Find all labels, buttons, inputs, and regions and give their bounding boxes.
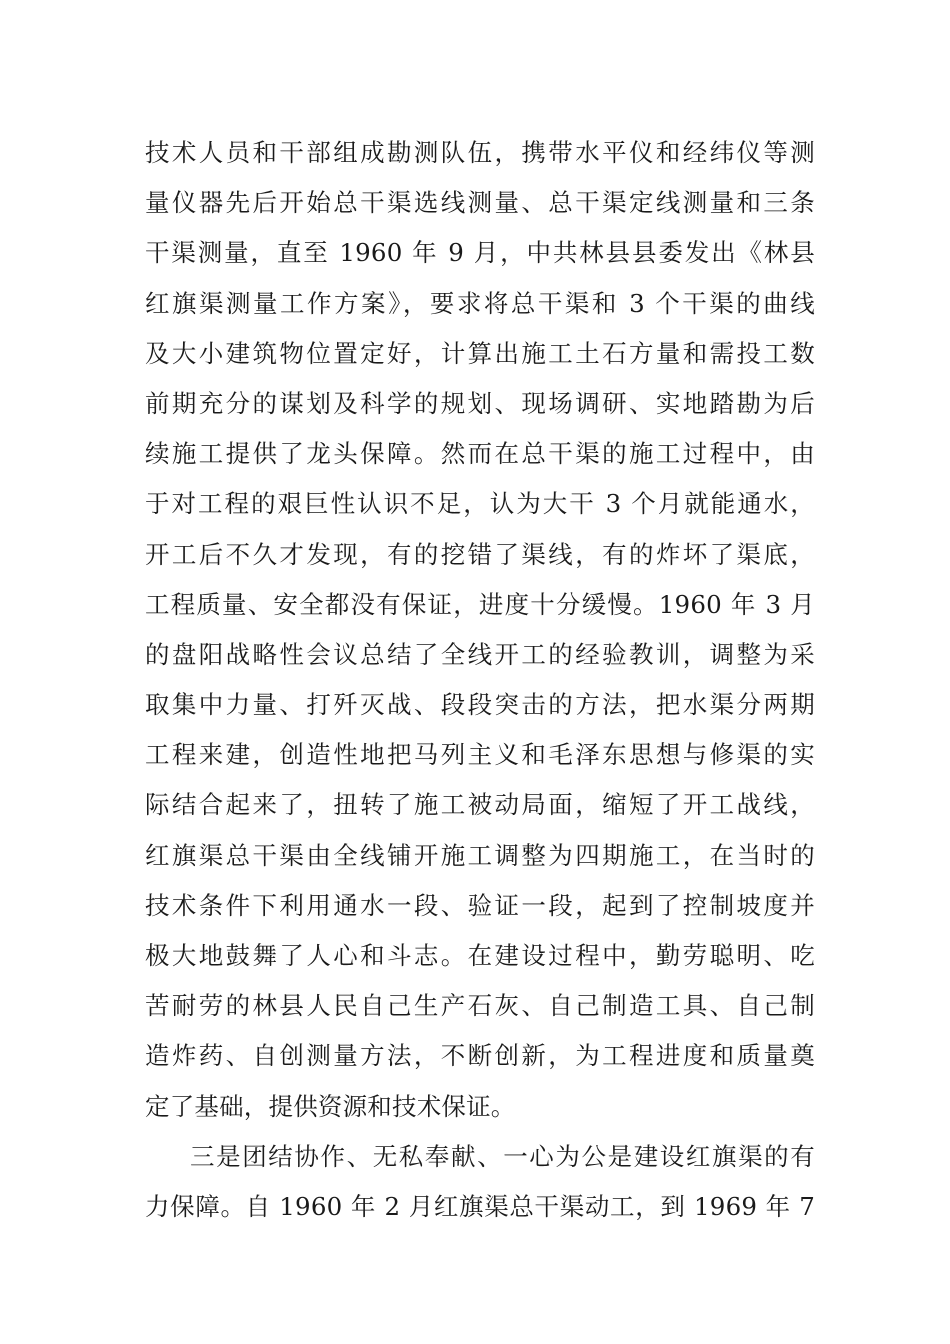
text-line: 于对工程的艰巨性认识不足，认为大干 3 个月就能通水， — [145, 489, 815, 519]
text-line: 开工后不久才发现，有的挖错了渠线，有的炸坏了渠底， — [145, 539, 815, 569]
text-line: 前期充分的谋划及科学的规划、现场调研、实地踏勘为后 — [145, 388, 815, 418]
text-line: 苦耐劳的林县人民自己生产石灰、自己制造工具、自己制 — [145, 991, 815, 1021]
text-line: 红旗渠总干渠由全线铺开施工调整为四期施工，在当时的 — [145, 840, 815, 870]
text-line: 力保障。自 1960 年 2 月红旗渠总干渠动工，到 1969 年 7 — [145, 1191, 815, 1221]
text-line: 及大小建筑物位置定好，计算出施工土石方量和需投工数 — [145, 338, 815, 368]
text-line: 工程来建，创造性地把马列主义和毛泽东思想与修渠的实 — [145, 740, 815, 770]
text-line-paragraph-end: 定了基础，提供资源和技术保证。 — [145, 1091, 516, 1121]
text-line: 续施工提供了龙头保障。然而在总干渠的施工过程中，由 — [145, 439, 815, 469]
text-line: 量仪器先后开始总干渠选线测量、总干渠定线测量和三条 — [145, 188, 815, 218]
text-line: 际结合起来了，扭转了施工被动局面，缩短了开工战线， — [145, 790, 815, 820]
text-line: 取集中力量、打歼灭战、段段突击的方法，把水渠分两期 — [145, 690, 815, 720]
text-line: 干渠测量，直至 1960 年 9 月，中共林县县委发出《林县 — [145, 238, 815, 268]
text-line: 极大地鼓舞了人心和斗志。在建设过程中，勤劳聪明、吃 — [145, 941, 815, 970]
text-line: 红旗渠测量工作方案》，要求将总干渠和 3 个干渠的曲线 — [145, 288, 815, 318]
text-line: 技术条件下利用通水一段、验证一段，起到了控制坡度并 — [145, 890, 815, 920]
text-line: 的盘阳战略性会议总结了全线开工的经验教训，调整为采 — [145, 639, 815, 669]
text-line-paragraph-start: 三是团结协作、无私奉献、一心为公是建设红旗渠的有 — [190, 1141, 815, 1171]
text-line: 造炸药、自创测量方法，不断创新，为工程进度和质量奠 — [145, 1041, 815, 1071]
text-line: 技术人员和干部组成勘测队伍，携带水平仪和经纬仪等测 — [145, 138, 815, 167]
text-line: 工程质量、安全都没有保证，进度十分缓慢。1960 年 3 月 — [145, 589, 815, 619]
body-text — [145, 128, 815, 1232]
